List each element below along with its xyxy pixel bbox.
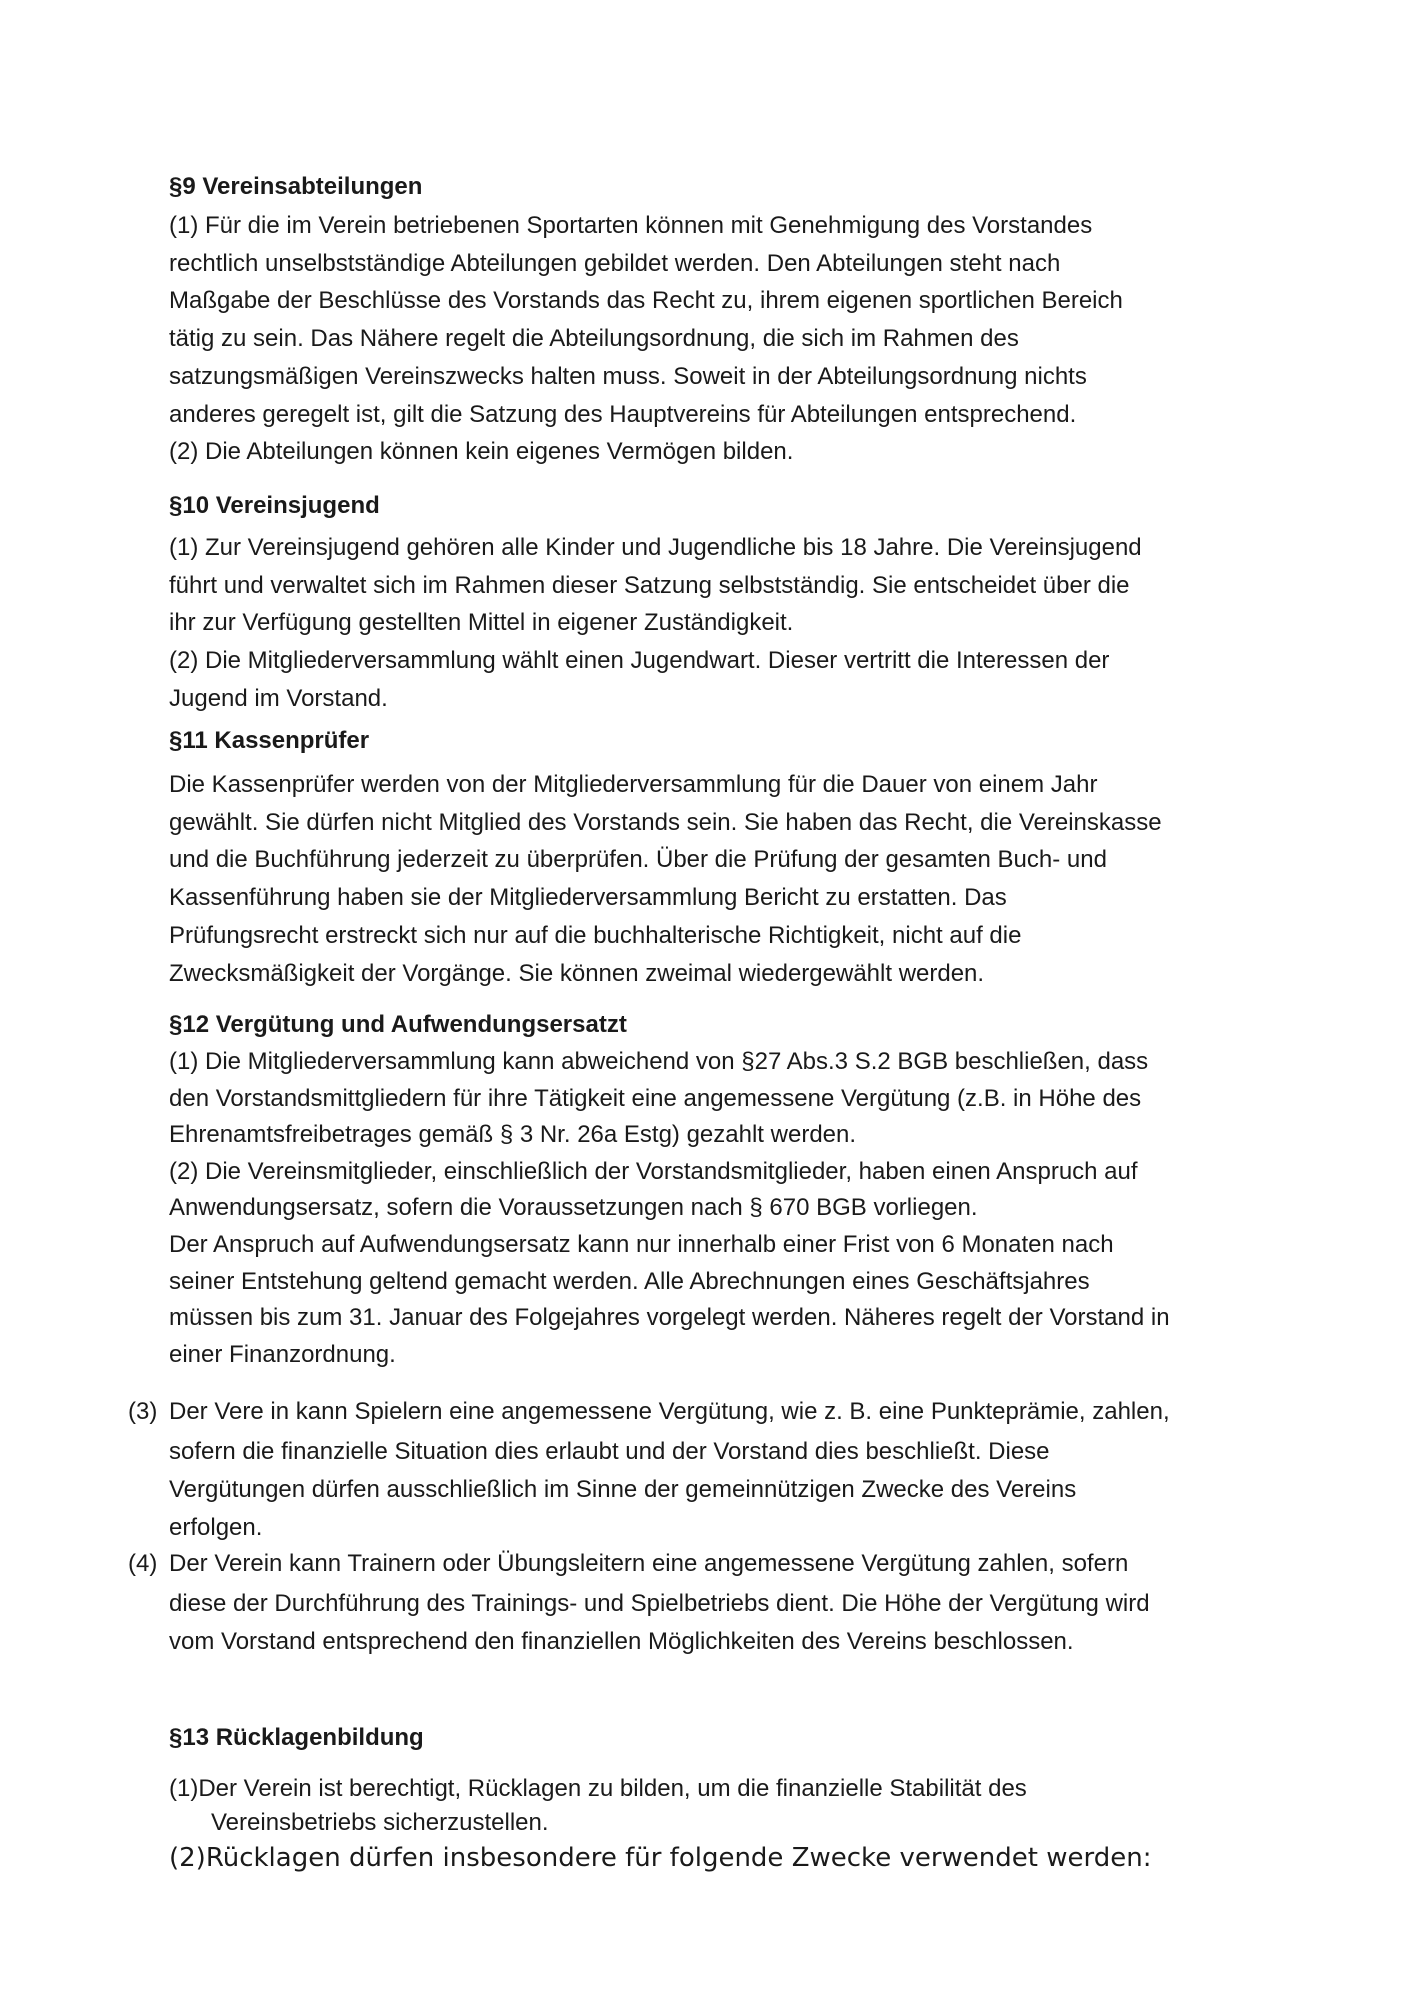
item-first-line: Der Vere in kann Spielern eine angemessene Vergütung, wie z. B. eine Punkteprämie, zahlen, (169, 1398, 1170, 1425)
section-9-body (169, 207, 1269, 471)
item-line: erfolgen. (169, 1514, 263, 1541)
section-13-line-1b: Vereinsbetriebs sicherzustellen. (211, 1809, 549, 1836)
item-line: sofern die finanzielle Situation dies erlaubt und der Vorstand dies beschließt. Diese (169, 1438, 1050, 1465)
section-11-body (169, 766, 1269, 992)
section-13-line-1: (1)Der Verein ist berechtigt, Rücklagen zu bilden, um die finanzielle Stabilität des (169, 1775, 1027, 1802)
item-first-line: Der Verein kann Trainern oder Übungsleitern eine angemessene Vergütung zahlen, sofern (169, 1550, 1129, 1577)
section-9-line: rechtlich unselbstständige Abteilungen gebildet werden. Den Abteilungen steht nach (169, 249, 1061, 277)
section-12-line: Ehrenamtsfreibetrages gemäß § 3 Nr. 26a Estg) gezahlt werden. (169, 1121, 857, 1149)
section-12-title: §12 Vergütung und Aufwendungsersatzt (169, 1011, 627, 1038)
section-9-line: (2) Die Abteilungen können kein eigenes Vermögen bilden. (169, 438, 794, 466)
section-12-line: Der Anspruch auf Aufwendungsersatz kann nur innerhalb einer Frist von 6 Monaten nach (169, 1230, 1114, 1258)
section-10-body (169, 529, 1269, 718)
section-11-line: Die Kassenprüfer werden von der Mitgliederversammlung für die Dauer von einem Jahr (169, 771, 1098, 798)
section-12-line: einer Finanzordnung. (169, 1340, 396, 1368)
section-11-line: Zwecksmäßigkeit der Vorgänge. Sie können zweimal wiedergewählt werden. (169, 959, 985, 987)
section-9-line: satzungsmäßigen Vereinszwecks halten muss. Soweit in der Abteilungsordnung nichts (169, 362, 1087, 390)
item-number: (3) (128, 1398, 158, 1425)
section-12-line: den Vorstandsmittgliedern für ihre Tätigkeit eine angemessene Vergütung (z.B. in Höhe des (169, 1084, 1142, 1112)
section-10-title: §10 Vereinsjugend (169, 492, 380, 519)
section-9-title: §9 Vereinsabteilungen (169, 173, 423, 200)
item-line: diese der Durchführung des Trainings- und Spielbetriebs dient. Die Höhe der Vergütung wird (169, 1590, 1150, 1617)
section-10-line: (2) Die Mitgliederversammlung wählt einen Jugendwart. Dieser vertritt die Interessen der (169, 647, 1110, 675)
section-11-line: und die Buchführung jederzeit zu überprüfen. Über die Prüfung der gesamten Buch- und (169, 846, 1107, 874)
section-9-line: Maßgabe der Beschlüsse des Vorstands das Recht zu, ihrem eigenen sportlichen Bereich (169, 287, 1123, 315)
section-13-title: §13 Rücklagenbildung (169, 1724, 424, 1751)
section-9-line: anderes geregelt ist, gilt die Satzung des Hauptvereins für Abteilungen entsprechend. (169, 400, 1077, 428)
section-12-line: (1) Die Mitgliederversammlung kann abweichend von §27 Abs.3 S.2 BGB beschließen, dass (169, 1048, 1149, 1075)
section-12-item-3-continued (169, 1433, 1269, 1547)
section-12-item-4-continued (169, 1585, 1269, 1661)
section-12-body (169, 1044, 1269, 1373)
section-10-line: (1) Zur Vereinsjugend gehören alle Kinder und Jugendliche bis 18 Jahre. Die Vereinsjugend (169, 534, 1142, 561)
section-12-line: (2) Die Vereinsmitglieder, einschließlich der Vorstandsmitglieder, haben einen Anspruch auf (169, 1157, 1138, 1185)
section-12-line: seiner Entstehung geltend gemacht werden. Alle Abrechnungen eines Geschäftsjahres (169, 1267, 1090, 1295)
section-11-title: §11 Kassenprüfer (169, 727, 370, 754)
section-11-line: Kassenführung haben sie der Mitgliederversammlung Bericht zu erstatten. Das (169, 884, 1007, 912)
section-12-line: müssen bis zum 31. Januar des Folgejahres vorgelegt werden. Näheres regelt der Vorstand in (169, 1304, 1170, 1332)
section-13-line-2: (2)Rücklagen dürfen insbesondere für folgende Zwecke verwendet werden: (169, 1843, 1152, 1873)
section-9-line: (1) Für die im Verein betriebenen Sportarten können mit Genehmigung des Vorstandes (169, 212, 1093, 239)
item-line: Vergütungen dürfen ausschließlich im Sinne der gemeinnützigen Zwecke des Vereins (169, 1476, 1077, 1503)
section-9-line: tätig zu sein. Das Nähere regelt die Abteilungsordnung, die sich im Rahmen des (169, 325, 1019, 353)
section-10-line: ihr zur Verfügung gestellten Mittel in eigener Zuständigkeit. (169, 609, 794, 637)
item-number: (4) (128, 1550, 158, 1577)
section-12-line: Anwendungsersatz, sofern die Voraussetzungen nach § 670 BGB vorliegen. (169, 1194, 978, 1222)
section-11-line: Prüfungsrecht erstreckt sich nur auf die buchhalterische Richtigkeit, nicht auf die (169, 921, 1022, 949)
item-line: vom Vorstand entsprechend den finanziellen Möglichkeiten des Vereins beschlossen. (169, 1628, 1074, 1655)
section-10-line: führt und verwaltet sich im Rahmen dieser Satzung selbstständig. Sie entscheidet über die (169, 571, 1130, 599)
section-11-line: gewählt. Sie dürfen nicht Mitglied des Vorstands sein. Sie haben das Recht, die Vereinskasse (169, 808, 1162, 836)
section-10-line: Jugend im Vorstand. (169, 684, 388, 712)
